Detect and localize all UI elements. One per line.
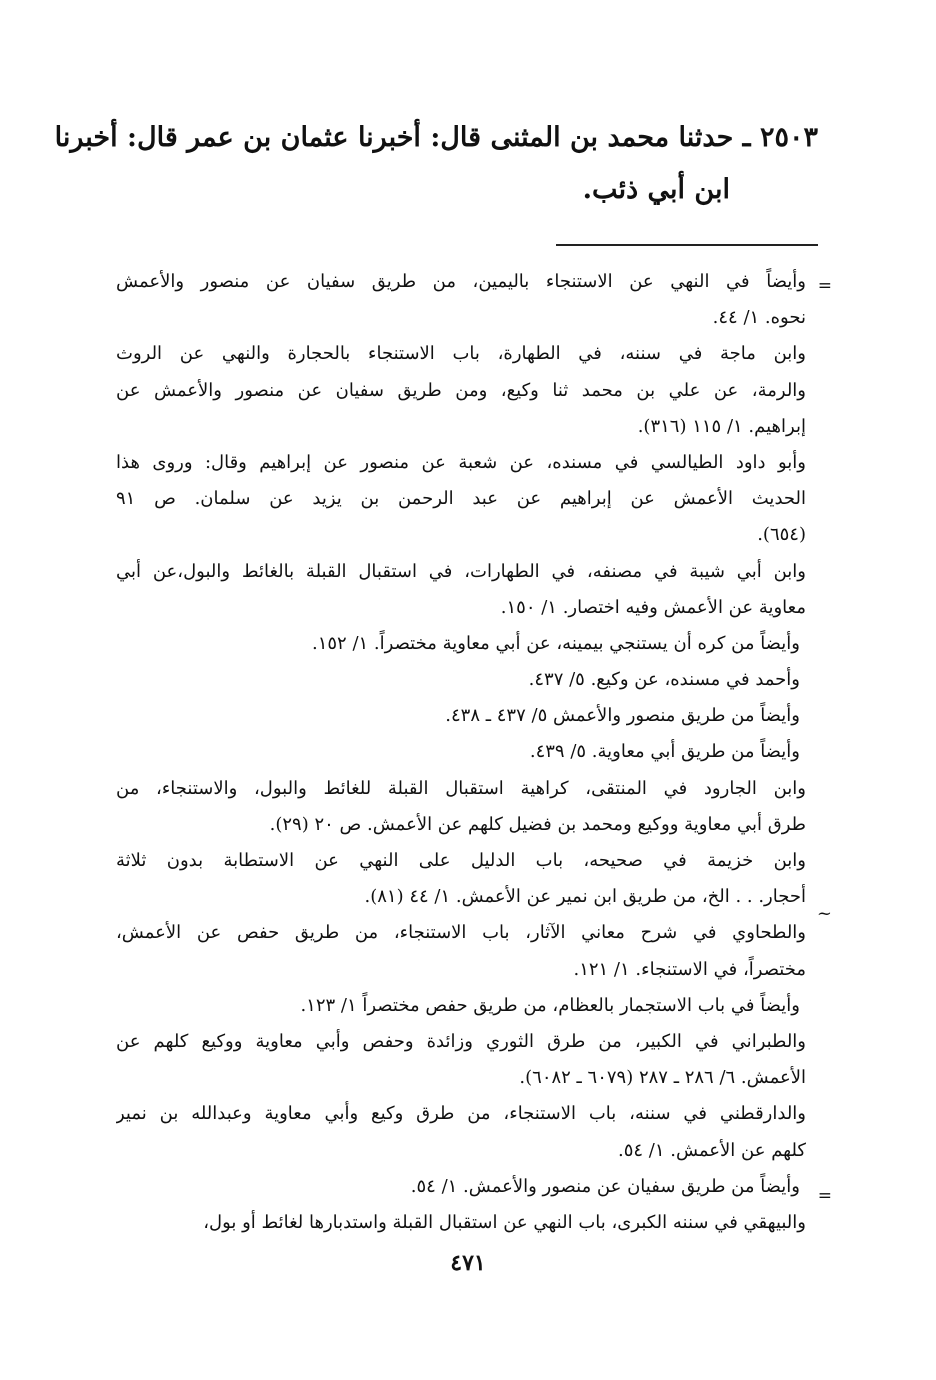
hadith-line-1: ٢٥٠٣ ـ حدثنا محمد بن المثنى قال: أخبرنا عثمان بن عمر قال: أخبرنا (54, 122, 818, 153)
footnote-line: وابن ماجة في سننه، في الطهارة، باب الاستنجاء بالحجارة والنهي عن الروث (116, 343, 806, 365)
footnote-line: والرمة، عن علي بن محمد ثنا وكيع، ومن طريق سفيان عن منصور والأعمش عن (116, 379, 806, 401)
footnote-line: نحوه. ١/ ٤٤. (712, 307, 806, 329)
page-number: ٤٧١ (450, 1250, 486, 1276)
footnote-line: وأيضاً في النهي عن الاستنجاء باليمين، من طريق سفيان عن منصور والأعمش (116, 271, 806, 292)
footnote-line: إبراهيم. ١/ ١١٥ (٣١٦). (637, 415, 806, 437)
footnote-line: والبيهقي في سننه الكبرى، باب النهي عن استقبال القبلة واستدبارها لغائط أو بول، (203, 1211, 806, 1233)
footnote-line: مختصراً، في الاستنجاء. ١/ ١٢١. (573, 958, 806, 980)
footnote-line: وأيضاً من طريق أبي معاوية. ٥/ ٤٣٩. (529, 741, 800, 763)
footnote-divider (556, 244, 818, 246)
footnote-line: معاوية عن الأعمش وفيه اختصار. ١/ ١٥٠. (500, 596, 806, 618)
footnote-line: أحجار. . . الخ، من طريق ابن نمير عن الأعمش. ١/ ٤٤ (٨١). (364, 886, 806, 908)
footnote-line: وابن خزيمة في صحيحه، باب الدليل على النهي عن الاستطابة بدون ثلاثة (116, 850, 806, 871)
footnote-line: كلهم عن الأعمش. ١/ ٥٤. (617, 1139, 806, 1161)
footnote-line: وأيضاً من طريق سفيان عن منصور والأعمش. ١/ ٥٤. (410, 1175, 800, 1197)
footnote-line: (٦٥٤). (757, 524, 806, 546)
footnote-line: وأبو داود الطيالسي في مسنده، عن شعبة عن منصور عن إبراهيم وقال: وروى هذا (116, 451, 806, 473)
footnote-line: وابن الجارود في المنتقى، كراهية استقبال القبلة للغائط والبول، والاستنجاء، من (116, 777, 806, 799)
footnote-line: والطبراني في الكبير، من طرق الثوري وزائدة وحفص وأبي معاوية ووكيع كلهم عن (116, 1030, 806, 1052)
hadith-text (54, 112, 818, 216)
footnote-line: الحديث الأعمش عن إبراهيم عن عبد الرحمن بن يزيد عن سلمان. ص ٩١ (116, 488, 806, 510)
footnote-line: طرق أبي معاوية ووكيع ومحمد بن فضيل كلهم عن الأعمش. ص ٢٠ (٢٩). (269, 813, 806, 835)
footnote-line: الأعمش. ٦/ ٢٨٦ ـ ٢٨٧ (٦٠٧٩ ـ ٦٠٨٢). (519, 1067, 806, 1089)
footnote-line: والطحاوي في شرح معاني الآثار، باب الاستنجاء، من طريق حفص عن الأعمش، (116, 922, 806, 944)
footnotes (116, 264, 806, 1241)
continuation-mark-top: = (817, 276, 832, 296)
footnote-line: وأحمد في مسنده، عن وكيع. ٥/ ٤٣٧. (528, 669, 800, 691)
footnote-line: وأيضاً من طريق منصور والأعمش ٥/ ٤٣٧ ـ ٤٣٨. (445, 705, 800, 727)
footnote-line: وأيضاً في باب الاستجمار بالعظام، من طريق حفص مختصراً ١/ ١٢٣. (300, 994, 800, 1016)
margin-tilde-mark: ~ (816, 903, 832, 924)
footnote-line: والدارقطني في سننه، باب الاستنجاء، من طرق وكيع وأبي معاوية وعبدالله بن نمير (116, 1103, 806, 1125)
footnote-line: وابن أبي شيبة في مصنفه، في الطهارات، في استقبال القبلة بالغائط والبول،عن أبي (116, 560, 806, 582)
continuation-mark-bottom: = (817, 1186, 832, 1206)
hadith-line-2: ابن أبي ذئب. (582, 174, 730, 205)
footnote-line: وأيضاً من كره أن يستنجي بيمينه، عن أبي معاوية مختصراً. ١/ ١٥٢. (311, 632, 800, 654)
